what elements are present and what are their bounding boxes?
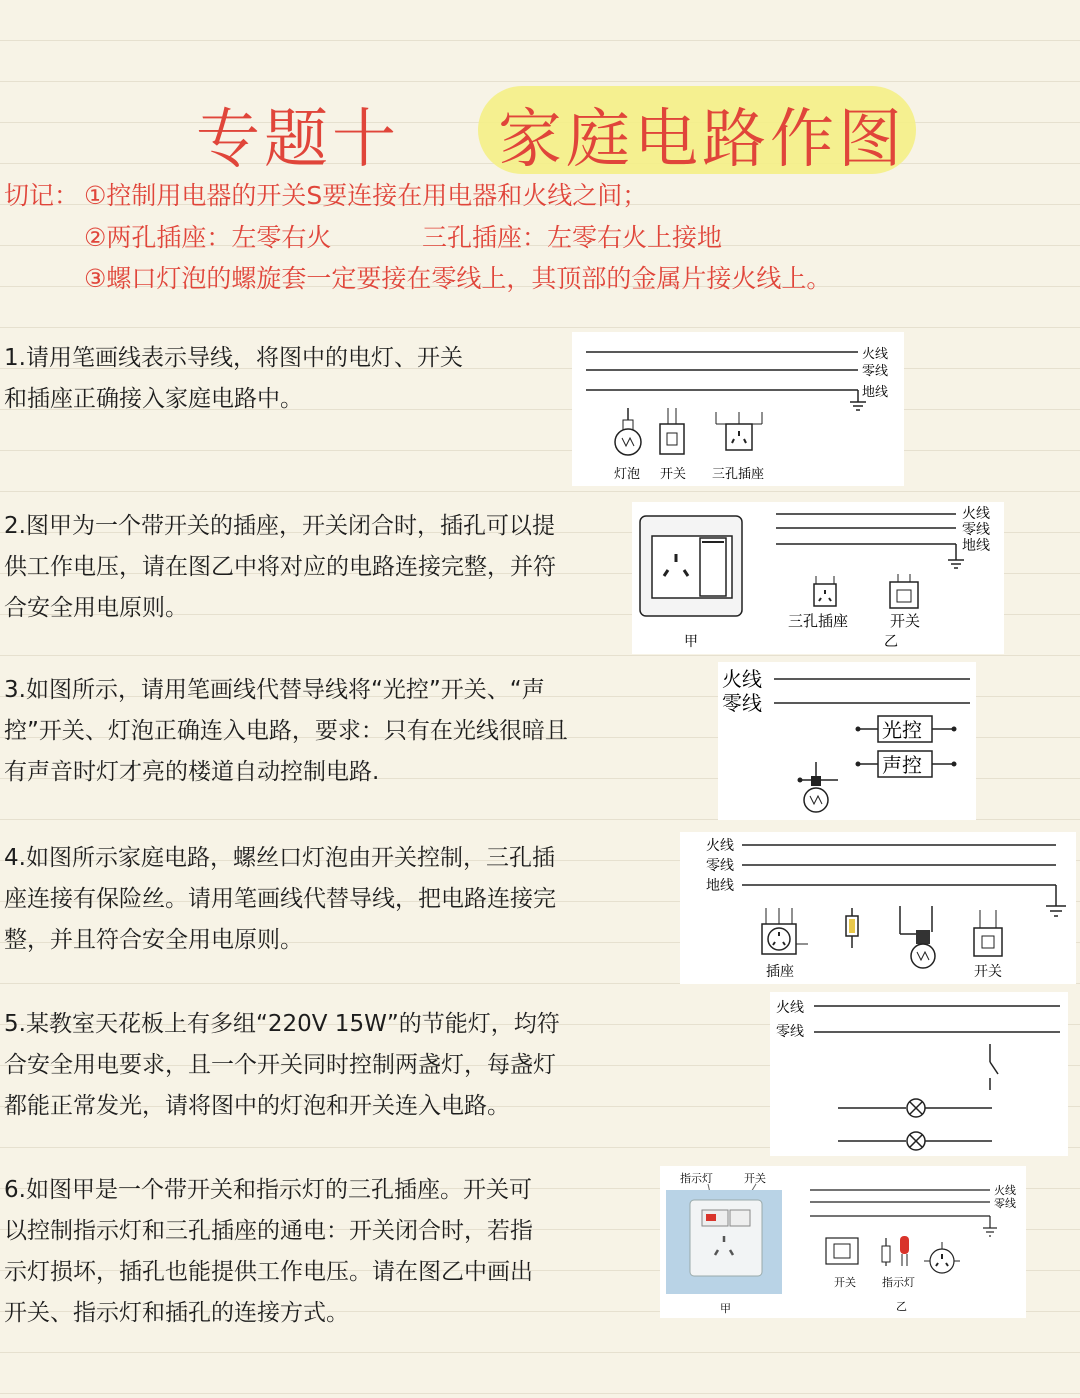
question-line: 整，并且符合安全用电原则。 [4,927,303,953]
question-line: 开关、指示灯和插孔的连接方式。 [4,1300,349,1326]
ground-symbol-icon [948,560,964,568]
question-line: 都能正常发光，请将图中的灯泡和开关连入电路。 [4,1093,510,1119]
bulb-icon [900,906,935,968]
lamp-icon [838,1099,992,1117]
question-line: 2.图甲为一个带开关的插座，开关闭合时，插孔可以提 [4,513,555,539]
indicator-icon [882,1236,909,1266]
tip-2b: 三孔插座：左零右火上接地 [422,223,723,252]
switch-label: 开关 [660,467,687,482]
figure-b-label: 乙 [884,634,898,650]
live-wire-label: 火线 [722,667,762,691]
switch-label: 开关 [890,612,921,630]
live-wire-label: 火线 [776,1000,804,1016]
socket-label: 插座 [766,964,794,980]
question-2 [4,506,556,629]
neutral-wire-label: 零线 [994,1197,1016,1210]
question-line: 4.如图所示家庭电路，螺丝口灯泡由开关控制，三孔插 [4,845,555,871]
figure-6 [660,1166,1026,1318]
lamp-icon [838,1132,992,1150]
indicator-label-b: 指示灯 [882,1276,915,1289]
socket-icon [924,1242,960,1273]
switch-icon [990,1044,998,1090]
live-wire-label: 火线 [994,1184,1016,1197]
figure-3 [718,662,976,820]
neutral-wire-label: 零线 [862,364,889,379]
figure-2 [632,502,1004,654]
socket-icon [814,576,836,606]
question-line: 6.如图甲是一个带开关和指示灯的三孔插座。开关可 [4,1177,532,1203]
switch-icon [660,408,684,454]
question-line: 3.如图所示，请用笔画线代替导线将“光控”开关、“声 [4,677,545,703]
switch-icon [826,1238,858,1264]
figure-a-label: 甲 [684,634,698,650]
tips-label: 切记： [4,181,80,210]
socket-label: 三孔插座 [712,467,765,482]
neutral-wire-label: 零线 [722,691,762,715]
question-line: 1.请用笔画线表示导线，将图中的电灯、开关 [4,345,463,371]
ground-wire-label: 地线 [862,385,889,400]
question-5 [4,1004,560,1127]
neutral-wire-label: 零线 [776,1024,804,1040]
figure-4 [680,832,1076,984]
question-line: 以控制指示灯和三孔插座的通电：开关闭合时，若指 [4,1218,533,1244]
ground-wire-label: 地线 [706,878,734,894]
live-wire-label: 火线 [862,347,889,362]
switch-socket-photo [640,516,742,616]
light-control-label: 光控 [882,718,922,742]
figure-a-label: 甲 [720,1302,731,1315]
ground-symbol-icon [983,1228,997,1236]
fuse-icon [846,908,858,948]
question-6 [4,1170,533,1334]
tip-1: ①控制用电器的开关S要连接在用电器和火线之间； [84,181,648,210]
indicator-socket-photo [666,1190,782,1294]
ground-symbol-icon [1046,906,1066,916]
indicator-label-a: 指示灯 [680,1172,713,1185]
neutral-wire-label: 零线 [706,858,734,874]
socket-label: 三孔插座 [788,612,849,630]
figure-5 [770,992,1068,1156]
switch-label-a: 开关 [744,1172,766,1185]
bulb-icon [615,408,641,455]
socket-icon [716,412,762,450]
light-control-switch [856,716,957,742]
figure-1 [572,332,904,486]
bulb-label: 灯泡 [614,467,641,482]
question-line: 有声音时灯才亮的楼道自动控制电路. [4,759,380,785]
neutral-wire-label: 零线 [962,522,990,538]
figure-b-label: 乙 [896,1300,907,1313]
socket-icon [762,908,808,954]
ground-symbol-icon [850,402,866,410]
tip-3: ③螺口灯泡的螺旋套一定要接在零线上，其顶部的金属片接火线上。 [84,264,832,293]
question-line: 合安全用电原则。 [4,595,188,621]
sound-control-label: 声控 [882,753,922,777]
question-line: 座连接有保险丝。请用笔画线代替导线，把电路连接完 [4,886,556,912]
question-3 [4,670,568,793]
tip-2a: ②两孔插座：左零右火 [84,223,332,252]
question-line: 示灯损坏，插孔也能提供工作电压。请在图乙中画出 [4,1259,533,1285]
question-line: 和插座正确接入家庭电路中。 [4,386,303,412]
switch-label-b: 开关 [834,1276,856,1289]
question-line: 5.某教室天花板上有多组“220V 15W”的节能灯，均符 [4,1011,560,1037]
switch-icon [974,910,1002,956]
live-wire-label: 火线 [706,838,734,854]
live-wire-label: 火线 [962,506,990,522]
question-line: 控”开关、灯泡正确连入电路，要求：只有在光线很暗且 [4,718,568,744]
question-line: 合安全用电要求，且一个开关同时控制两盏灯，每盏灯 [4,1052,556,1078]
title-part2: 家庭电路作图 [498,103,906,177]
switch-icon [890,574,918,608]
question-4 [4,838,556,961]
sound-control-switch [856,751,957,777]
ground-wire-label: 地线 [962,538,990,554]
bulb-icon [798,762,839,812]
switch-label: 开关 [974,964,1002,980]
question-1 [4,338,463,420]
title-part1: 专题十 [196,103,400,177]
question-line: 供工作电压，请在图乙中将对应的电路连接完整，并符 [4,554,556,580]
